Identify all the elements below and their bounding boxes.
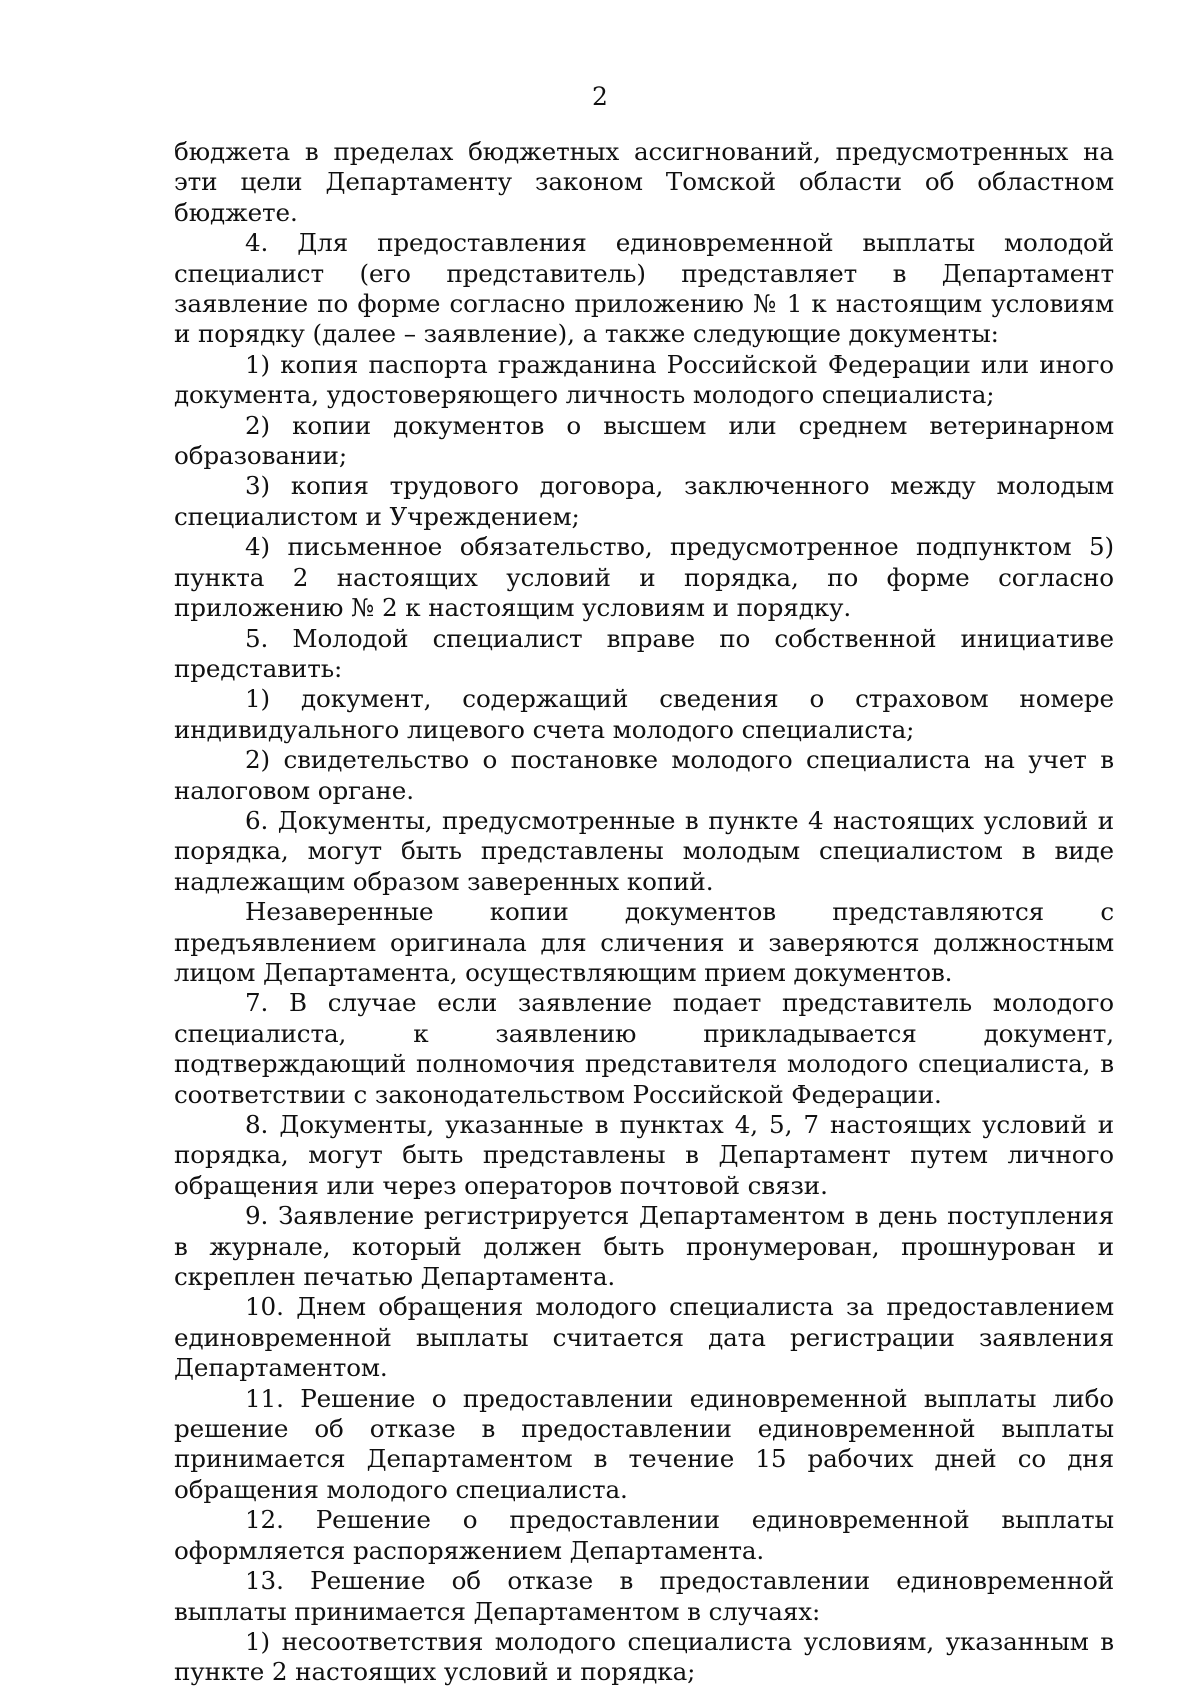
paragraph-item-13: 13. Решение об отказе в предоставлении единовременной выплаты принимается Департаментом в случаях: bbox=[174, 1566, 1114, 1626]
paragraph-item-6-uncertified: Незаверенные копии документов представляются с предъявлением оригинала для сличения и заверяются должностным лицом Департамента, осуществляющим прием документов. bbox=[174, 897, 1114, 987]
page-number: 2 bbox=[592, 82, 608, 111]
paragraph-item-4-4: 4) письменное обязательство, предусмотренное подпунктом 5) пункта 2 настоящих условий и порядка, по форме согласно приложению № 2 к настоящим условиям и порядку. bbox=[174, 532, 1114, 623]
paragraph-item-4-2: 2) копии документов о высшем или среднем ветеринарном образовании; bbox=[174, 410, 1114, 471]
paragraph-item-5-1: 1) документ, содержащий сведения о страховом номере индивидуального лицевого счета молодого специалиста; bbox=[174, 684, 1114, 744]
paragraph-item-11: 11. Решение о предоставлении единовременной выплаты либо решение об отказе в предоставлении единовременной выплаты принимается Департаментом в течение 15 рабочих дней со дня обращения молодого специалиста. bbox=[174, 1383, 1114, 1504]
paragraph-item-4-1: 1) копия паспорта гражданина Российской Федерации или иного документа, удостоверяющего личность молодого специалиста; bbox=[174, 349, 1114, 410]
paragraph-budget-continuation: бюджета в пределах бюджетных ассигнований, предусмотренных на эти цели Департаменту законом Томской области об областном бюджете. bbox=[174, 137, 1114, 227]
paragraph-item-10: 10. Днем обращения молодого специалиста за предоставлением единовременной выплаты считается дата регистрации заявления Департаментом. bbox=[174, 1292, 1114, 1383]
paragraph-item-7: 7. В случае если заявление подает представитель молодого специалиста, к заявлению прикладывается документ, подтверждающий полномочия представителя молодого специалиста, в соответствии с законодательством Российской Федерации. bbox=[174, 988, 1114, 1109]
paragraph-item-9: 9. Заявление регистрируется Департаментом в день поступления в журнале, который должен быть пронумерован, прошнурован и скреплен печатью Департамента. bbox=[174, 1201, 1114, 1292]
document-body bbox=[174, 137, 1114, 1688]
paragraph-item-13-1: 1) несоответствия молодого специалиста условиям, указанным в пункте 2 настоящих условий и порядка; bbox=[174, 1626, 1114, 1687]
paragraph-item-6: 6. Документы, предусмотренные в пункте 4 настоящих условий и порядка, могут быть представлены молодым специалистом в виде надлежащим образом заверенных копий. bbox=[174, 805, 1114, 896]
paragraph-item-5: 5. Молодой специалист вправе по собственной инициативе представить: bbox=[174, 623, 1114, 683]
paragraph-item-8: 8. Документы, указанные в пунктах 4, 5, 7 настоящих условий и порядка, могут быть представлены в Департамент путем личного обращения или через операторов почтовой связи. bbox=[174, 1110, 1114, 1200]
paragraph-item-4-3: 3) копия трудового договора, заключенного между молодым специалистом и Учреждением; bbox=[174, 471, 1114, 531]
paragraph-item-12: 12. Решение о предоставлении единовременной выплаты оформляется распоряжением Департамента. bbox=[174, 1505, 1114, 1565]
paragraph-item-5-2: 2) свидетельство о постановке молодого специалиста на учет в налоговом органе. bbox=[174, 745, 1114, 805]
paragraph-item-4: 4. Для предоставления единовременной выплаты молодой специалист (его представитель) представляет в Департамент заявление по форме согласно приложению № 1 к настоящим условиям и порядку (далее – заявление), а также следующие документы: bbox=[174, 228, 1114, 349]
